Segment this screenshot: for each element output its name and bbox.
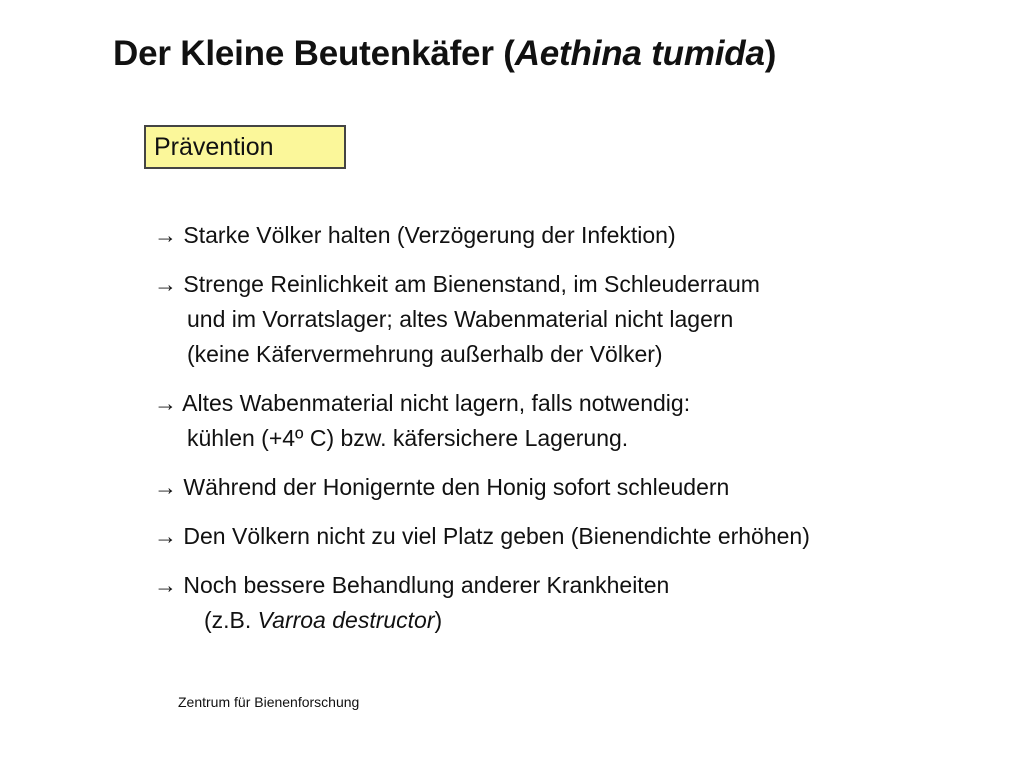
- bullet-line: → Den Völkern nicht zu viel Platz geben (Bienendichte erhöhen): [154, 523, 810, 549]
- bullet-item: [154, 470, 1004, 505]
- bullet-line: → Strenge Reinlichkeit am Bienenstand, im Schleuderraum: [154, 271, 760, 297]
- title-species-name: Aethina tumida: [514, 34, 765, 73]
- bullet-line: → Während der Honigernte den Honig sofort schleudern: [154, 474, 730, 500]
- section-label: Prävention: [154, 133, 274, 161]
- bullet-item: [154, 267, 1004, 372]
- bullet-continuation-line: (keine Käfervermehrung außerhalb der Völker): [187, 341, 663, 367]
- bullet-continuation-line: und im Vorratslager; altes Wabenmaterial nicht lagern: [187, 306, 734, 332]
- bullet-item: [154, 386, 1004, 456]
- example-species-name: Varroa destructor: [257, 607, 435, 633]
- example-prefix: (z.B.: [204, 607, 258, 633]
- title-close-paren: ): [764, 34, 777, 73]
- slide-title: [113, 34, 776, 74]
- bullet-line: → Altes Wabenmaterial nicht lagern, falls notwendig:: [154, 390, 691, 416]
- bullet-continuation-line: [154, 603, 1004, 638]
- section-label-box: [144, 125, 346, 169]
- bullet-item: [154, 568, 1004, 638]
- title-text: Der Kleine Beutenkäfer (: [113, 34, 515, 73]
- bullet-item: [154, 519, 1004, 554]
- example-suffix: ): [434, 607, 443, 633]
- bullet-line: → Starke Völker halten (Verzögerung der Infektion): [154, 222, 676, 248]
- footer-text: Zentrum für Bienenforschung: [178, 694, 360, 710]
- bullet-item: [154, 218, 1004, 253]
- bullet-line: → Noch bessere Behandlung anderer Krankheiten: [154, 572, 670, 598]
- bullet-list: [154, 218, 1004, 652]
- bullet-continuation-line: kühlen (+4º C) bzw. käfersichere Lagerung.: [187, 425, 629, 451]
